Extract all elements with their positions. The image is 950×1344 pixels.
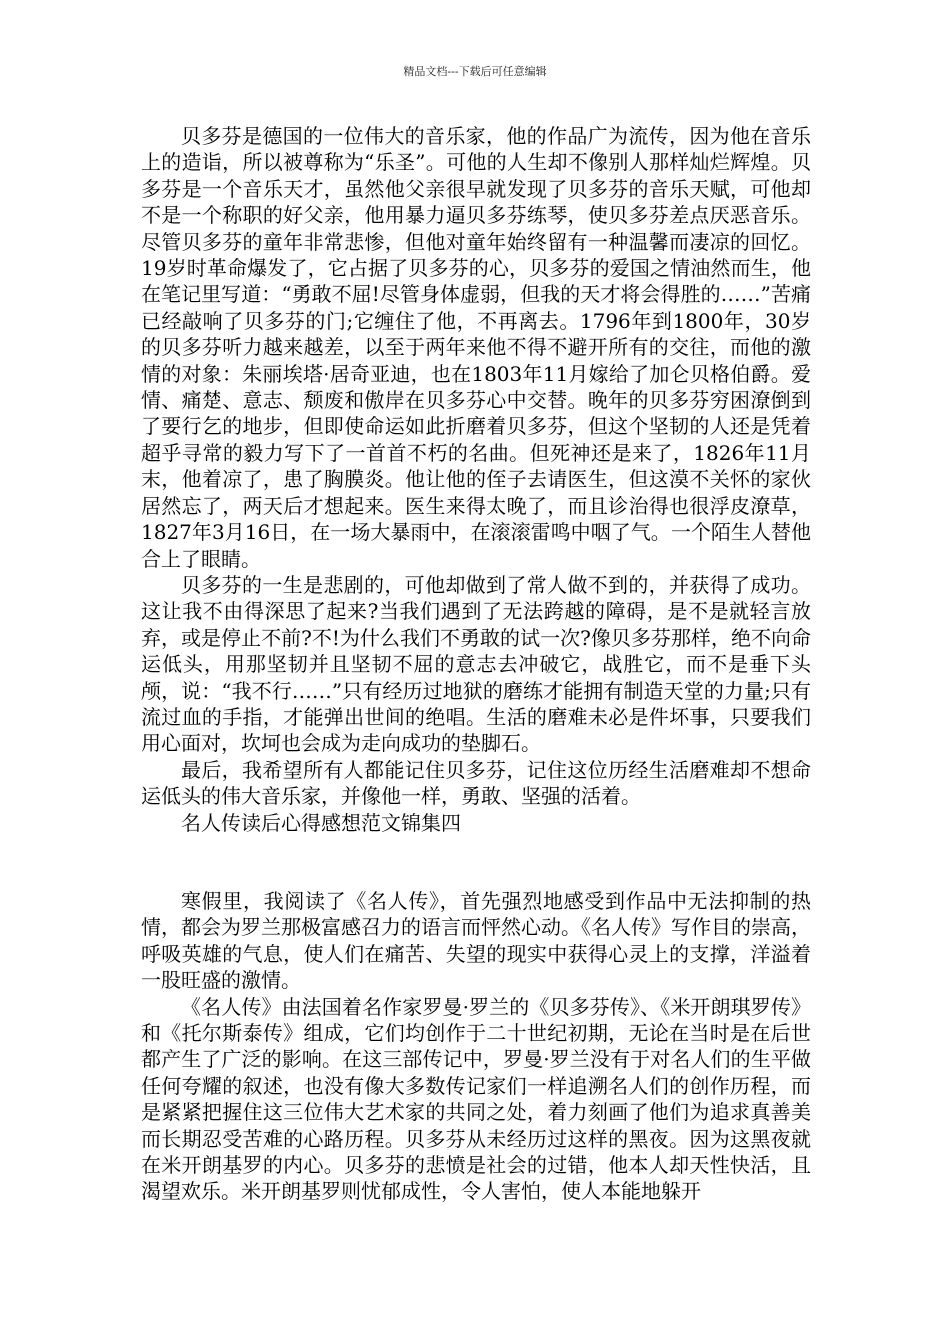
paragraph: 贝多芬的一生是悲剧的，可他却做到了常人做不到的，并获得了成功。这让我不由得深思了起来?当我们遇到了无法跨越的障碍，是不是就轻言放弃，或是停止不前?不!为什么我们不勇敢的试一次?像贝多芬那样，绝不向命运低头，用那坚韧并且坚韧不屈的意志去冲破它，战胜它，而不是垂下头颅，说：“我不行……”只有经历过地狱的磨练才能拥有制造天堂的力量;只有流过血的手指，才能弹出世间的绝唱。生活的磨难未必是件坏事，只要我们用心面对，坎坷也会成为走向成功的垫脚石。: [141, 572, 811, 756]
section-title: 名人传读后心得感想范文锦集四: [181, 810, 461, 835]
paragraph: 《名人传》由法国着名作家罗曼·罗兰的《贝多芬传》、《米开朗琪罗传》和《托尔斯泰传》组成，它们均创作于二十世纪初期，无论在当时是在后世都产生了广泛的影响。在这三部传记中，罗曼·罗兰没有于对名人们的生平做任何夸耀的叙述，也没有像大多数传记家们一样追溯名人们的创作历程，而是紧紧把握住这三位伟大艺术家的共同之处，着力刻画了他们为追求真善美而长期忍受苦难的心路历程。贝多芬从未经历过这样的黑夜。因为这黑夜就在米开朗基罗的内心。贝多芬的悲愤是社会的过错，他本人却天性快活，且渴望欢乐。米开朗基罗则忧郁成性，令人害怕，使人本能地躲开: [141, 994, 811, 1204]
document-body: [141, 123, 811, 1205]
paragraph: 寒假里，我阅读了《名人传》，首先强烈地感受到作品中无法抑制的热情，都会为罗兰那极富感召力的语言而怦然心动。《名人传》写作目的崇高，呼吸英雄的气息，使人们在痛苦、失望的现实中获得心灵上的支撑，洋溢着一股旺盛的激情。: [141, 888, 811, 993]
page-header: 精品文档---下载后可任意编辑: [403, 65, 547, 78]
blank-line: [141, 836, 811, 888]
paragraph: 最后，我希望所有人都能记住贝多芬，记住这位历经生活磨难却不想命运低头的伟大音乐家，并像他一样，勇敢、坚强的活着。: [141, 757, 811, 809]
paragraph: 贝多芬是德国的一位伟大的音乐家，他的作品广为流传，因为他在音乐上的造诣，所以被尊称为“乐圣”。可他的人生却不像别人那样灿烂辉煌。贝多芬是一个音乐天才，虽然他父亲很早就发现了贝多芬的音乐天赋，可他却不是一个称职的好父亲，他用暴力逼贝多芬练琴，使贝多芬差点厌恶音乐。尽管贝多芬的童年非常悲惨，但他对童年始终留有一种温馨而凄凉的回忆。19岁时革命爆发了，它占据了贝多芬的心，贝多芬的爱国之情油然而生，他在笔记里写道：“勇敢不屈!尽管身体虚弱，但我的天才将会得胜的……”苦痛已经敲响了贝多芬的门;它缠住了他，不再离去。1796年到1800年，30岁的贝多芬听力越来越差，以至于两年来他不得不避开所有的交往，而他的激情的对象：朱丽埃塔·居奇亚迪，也在1803年11月嫁给了加仑贝格伯爵。爱情、痛楚、意志、颓废和傲岸在贝多芬心中交替。晚年的贝多芬穷困潦倒到了要行乞的地步，但即使命运如此折磨着贝多芬，但这个坚韧的人还是凭着超乎寻常的毅力写下了一首首不朽的名曲。但死神还是来了，1826年11月末，他着凉了，患了胸膜炎。他让他的侄子去请医生，但这漠不关怀的家伙居然忘了，两天后才想起来。医生来得太晚了，而且诊治得也很浮皮潦草，1827年3月16日，在一场大暴雨中，在滚滚雷鸣中咽了气。一个陌生人替他合上了眼睛。: [141, 124, 811, 571]
